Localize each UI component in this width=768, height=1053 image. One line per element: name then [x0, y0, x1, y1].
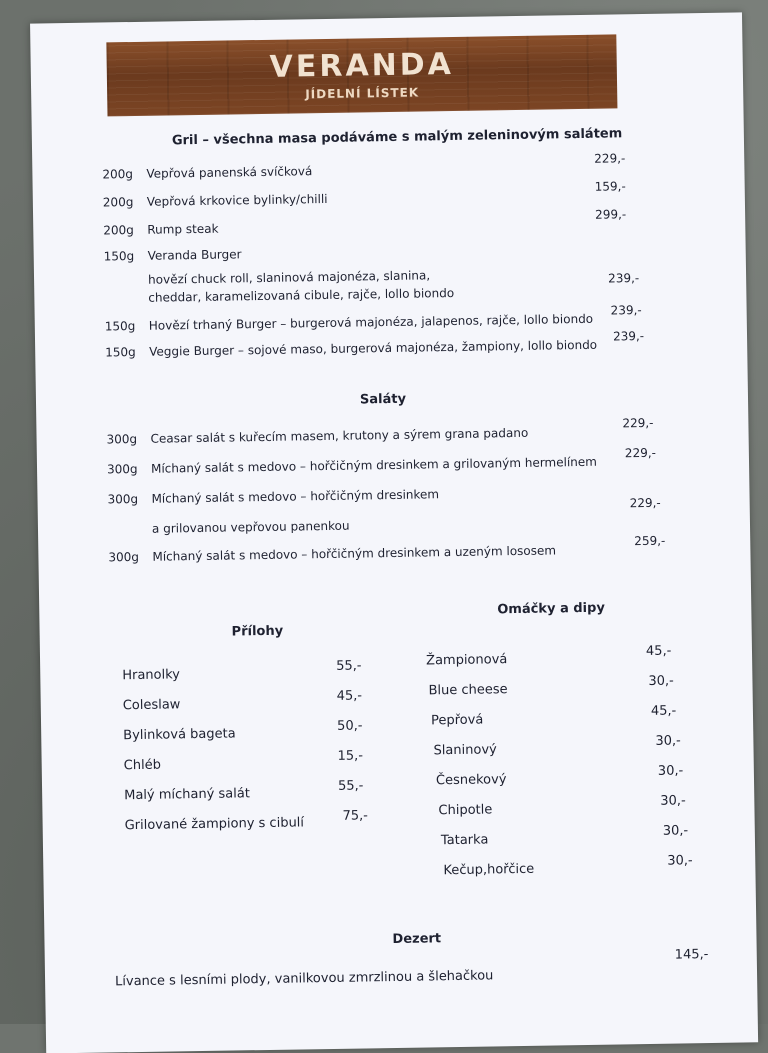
- item-weight: 200g: [102, 167, 133, 181]
- item-name: Chipotle: [438, 802, 492, 818]
- burger-description: cheddar, karamelizovaná cibule, rajče, lollo biondo: [148, 286, 454, 305]
- item-name: Rump steak: [147, 222, 218, 237]
- salad-continuation: a grilovanou vepřovou panenkou: [152, 519, 350, 536]
- sides-heading: Přílohy: [232, 624, 284, 640]
- item-price: 239,-: [608, 271, 639, 285]
- list-item: [107, 453, 707, 480]
- item-price: 50,-: [337, 718, 363, 733]
- item-price: 229,-: [625, 446, 656, 460]
- item-weight: 300g: [106, 432, 137, 446]
- list-item: [106, 423, 706, 450]
- item-name: Ceasar salát s kuřecím masem, krutony a sýrem grana padano: [150, 426, 528, 446]
- salads-heading: Saláty: [360, 392, 406, 408]
- item-name: Vepřová panenská svíčková: [146, 164, 312, 181]
- list-item: [108, 541, 708, 568]
- item-price: 30,-: [663, 823, 689, 838]
- grill-heading: Gril – všechna masa podáváme s malým zeleninovým salátem: [172, 126, 623, 148]
- item-name: Blue cheese: [428, 682, 507, 698]
- sauces-heading: Omáčky a dipy: [497, 601, 605, 618]
- item-name: Bylinková bageta: [123, 726, 236, 743]
- item-price: 239,-: [611, 303, 642, 317]
- menu-banner: [106, 34, 617, 116]
- item-name: Míchaný salát s medovo – hořčičným dresinkem a grilovaným hermelínem: [151, 455, 597, 476]
- menu-sheet: [30, 12, 758, 1053]
- item-name: Grilované žampiony s cibulí: [125, 815, 305, 833]
- item-name: Lívance s lesními plody, vanilkovou zmrzlinou a šlehačkou: [115, 968, 494, 989]
- item-weight: 200g: [103, 223, 134, 237]
- item-name: Chléb: [124, 758, 161, 774]
- list-item: [105, 336, 705, 363]
- item-name: Malý míchaný salát: [124, 786, 250, 803]
- item-name: Veggie Burger – sojové maso, burgerová majonéza, žampiony, lollo biondo: [149, 338, 597, 359]
- item-price: 30,-: [658, 763, 684, 778]
- restaurant-name: VERANDA: [107, 44, 617, 87]
- item-price: 145,-: [675, 947, 709, 963]
- item-weight: 150g: [105, 319, 136, 333]
- item-price: 159,-: [595, 179, 626, 193]
- item-price: 259,-: [634, 534, 665, 548]
- item-price: 229,-: [594, 151, 625, 165]
- item-name: Žampionová: [426, 652, 507, 668]
- item-weight: 200g: [103, 195, 134, 209]
- menu-subtitle: JÍDELNÍ LÍSTEK: [107, 82, 617, 104]
- item-name: Slaninový: [433, 742, 496, 758]
- item-weight: 300g: [108, 550, 139, 564]
- item-weight: 150g: [104, 249, 135, 263]
- item-weight: 300g: [107, 492, 138, 506]
- item-price: 30,-: [655, 733, 681, 748]
- item-name: Veranda Burger: [148, 247, 242, 262]
- item-price: 55,-: [338, 778, 364, 793]
- list-item: [103, 214, 703, 241]
- item-price: 45,-: [646, 644, 672, 659]
- item-name: Tatarka: [441, 832, 489, 848]
- item-weight: 150g: [105, 345, 136, 359]
- item-name: Míchaný salát s medovo – hořčičným dresinkem a uzeným lososem: [152, 543, 556, 563]
- item-name: Coleslaw: [123, 697, 181, 713]
- item-price: 299,-: [595, 207, 626, 221]
- dessert-heading: Dezert: [392, 931, 441, 947]
- item-name: Kečup,hořčice: [443, 862, 534, 878]
- item-name: Česnekový: [436, 772, 507, 788]
- item-price: 30,-: [648, 674, 674, 689]
- item-price: 229,-: [622, 416, 653, 430]
- item-price: 15,-: [337, 748, 363, 763]
- item-name: Míchaný salát s medovo – hořčičným dresinkem: [151, 487, 439, 506]
- item-price: 229,-: [630, 496, 661, 510]
- item-price: 45,-: [337, 688, 363, 703]
- item-price: 55,-: [336, 658, 362, 673]
- item-weight: 300g: [107, 462, 138, 476]
- item-price: 75,-: [342, 808, 368, 823]
- item-name: Vepřová krkovice bylinky/chilli: [147, 192, 328, 209]
- list-item: [115, 947, 715, 956]
- item-price: 30,-: [660, 793, 686, 808]
- item-name: Hranolky: [122, 667, 180, 683]
- item-price: 239,-: [613, 329, 644, 343]
- burger-description: hovězí chuck roll, slaninová majonéza, slanina,: [148, 268, 430, 286]
- item-name: Pepřová: [431, 713, 484, 729]
- item-price: 30,-: [667, 853, 693, 868]
- item-name: Hovězí trhaný Burger – burgerová majonéza, jalapenos, rajče, lollo biondo: [149, 312, 594, 333]
- list-item: [104, 240, 704, 267]
- item-price: 45,-: [651, 704, 677, 719]
